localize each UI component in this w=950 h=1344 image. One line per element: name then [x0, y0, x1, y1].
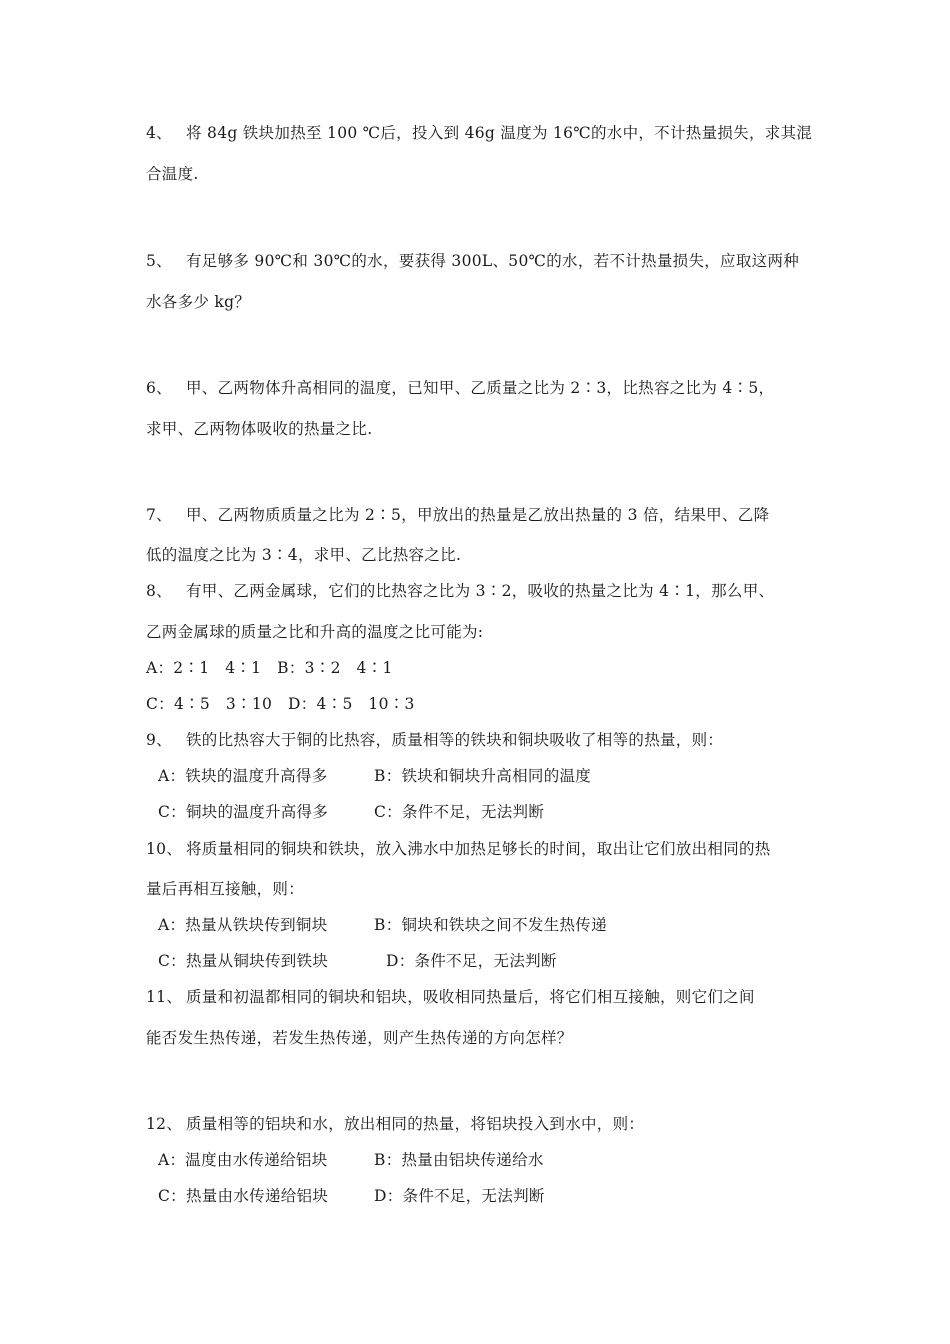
question-12-text: 质量相等的铝块和水，放出相同的热量，将铝块投入到水中，则： — [186, 1115, 645, 1133]
question-10-option-c: C：热量从铜块传到铁块 — [158, 952, 329, 970]
question-7-line-1 — [146, 505, 769, 525]
question-11-line-1 — [146, 987, 755, 1007]
question-6-line-2: 求甲、乙两物体吸收的热量之比. — [146, 420, 373, 438]
question-10-text: 将质量相同的铜块和铁块，放入沸水中加热足够长的时间，取出让它们放出相同的热 — [186, 840, 771, 858]
question-11-text: 质量和初温都相同的铜块和铝块，吸收相同热量后，将它们相互接触，则它们之间 — [186, 988, 755, 1006]
question-11-number: 11、 — [146, 988, 183, 1006]
question-10-line-1 — [146, 839, 771, 859]
question-6-number: 6、 — [146, 379, 172, 397]
question-5-number: 5、 — [146, 252, 172, 270]
question-4-line-2: 合温度. — [146, 165, 199, 183]
question-12-option-d: D：条件不足，无法判断 — [374, 1187, 545, 1205]
question-9-option-c: C：铜块的温度升高得多 — [158, 803, 329, 821]
question-12-line-1 — [146, 1114, 644, 1134]
question-6-text: 甲、乙两物体升高相同的温度，已知甲、乙质量之比为 2∶3，比热容之比为 4∶5， — [186, 379, 775, 397]
question-8-options-cd: C：4∶5 3∶10 D：4∶5 10∶3 — [146, 695, 415, 713]
question-9-option-b: B：铁块和铜块升高相同的温度 — [374, 767, 592, 785]
question-9-option-a: A：铁块的温度升高得多 — [158, 767, 328, 785]
question-7-number: 7、 — [146, 506, 172, 524]
question-12-number: 12、 — [146, 1115, 183, 1133]
question-8-options-ab: A：2∶1 4∶1 B：3∶2 4∶1 — [146, 659, 393, 677]
question-4-text: 将 84g 铁块加热至 100 ℃后，投入到 46g 温度为 16℃的水中，不计热量损失，求其混 — [186, 124, 813, 142]
question-8-line-1 — [146, 581, 774, 601]
question-9-line-1 — [146, 730, 723, 750]
question-10-option-b: B：铜块和铁块之间不发生热传递 — [374, 916, 607, 934]
question-8-text: 有甲、乙两金属球，它们的比热容之比为 3∶2，吸收的热量之比为 4∶1，那么甲、 — [186, 582, 775, 600]
question-9-number: 9、 — [146, 731, 172, 749]
question-4-number: 4、 — [146, 124, 172, 142]
question-4-line-1 — [146, 123, 812, 143]
question-12-option-b: B：热量由铝块传递给水 — [374, 1151, 544, 1169]
question-12-option-c: C：热量由水传递给铝块 — [158, 1187, 329, 1205]
question-12-option-a: A：温度由水传递给铝块 — [158, 1151, 328, 1169]
question-9-option-d: C：条件不足，无法判断 — [374, 803, 545, 821]
question-7-text: 甲、乙两物质质量之比为 2∶5，甲放出的热量是乙放出热量的 3 倍，结果甲、乙降 — [186, 506, 770, 524]
question-10-option-a: A：热量从铁块传到铜块 — [158, 916, 328, 934]
question-7-line-2: 低的温度之比为 3∶4，求甲、乙比热容之比. — [146, 546, 462, 564]
question-10-number: 10、 — [146, 840, 183, 858]
question-8-number: 8、 — [146, 582, 172, 600]
question-5-line-1 — [146, 251, 799, 271]
question-5-line-2: 水各多少 kg？ — [146, 293, 251, 311]
question-6-line-1 — [146, 378, 774, 398]
question-11-line-2: 能否发生热传递，若发生热传递，则产生热传递的方向怎样？ — [146, 1029, 573, 1047]
question-5-text: 有足够多 90℃和 30℃的水，要获得 300L、50℃的水，若不计热量损失，应取这两种 — [186, 252, 800, 270]
question-10-option-d: D：条件不足，无法判断 — [386, 952, 557, 970]
question-8-line-2: 乙两金属球的质量之比和升高的温度之比可能为: — [146, 623, 484, 641]
question-10-line-2: 量后再相互接触，则： — [146, 880, 305, 898]
question-9-text: 铁的比热容大于铜的比热容，质量相等的铁块和铜块吸收了相等的热量，则： — [186, 731, 724, 749]
